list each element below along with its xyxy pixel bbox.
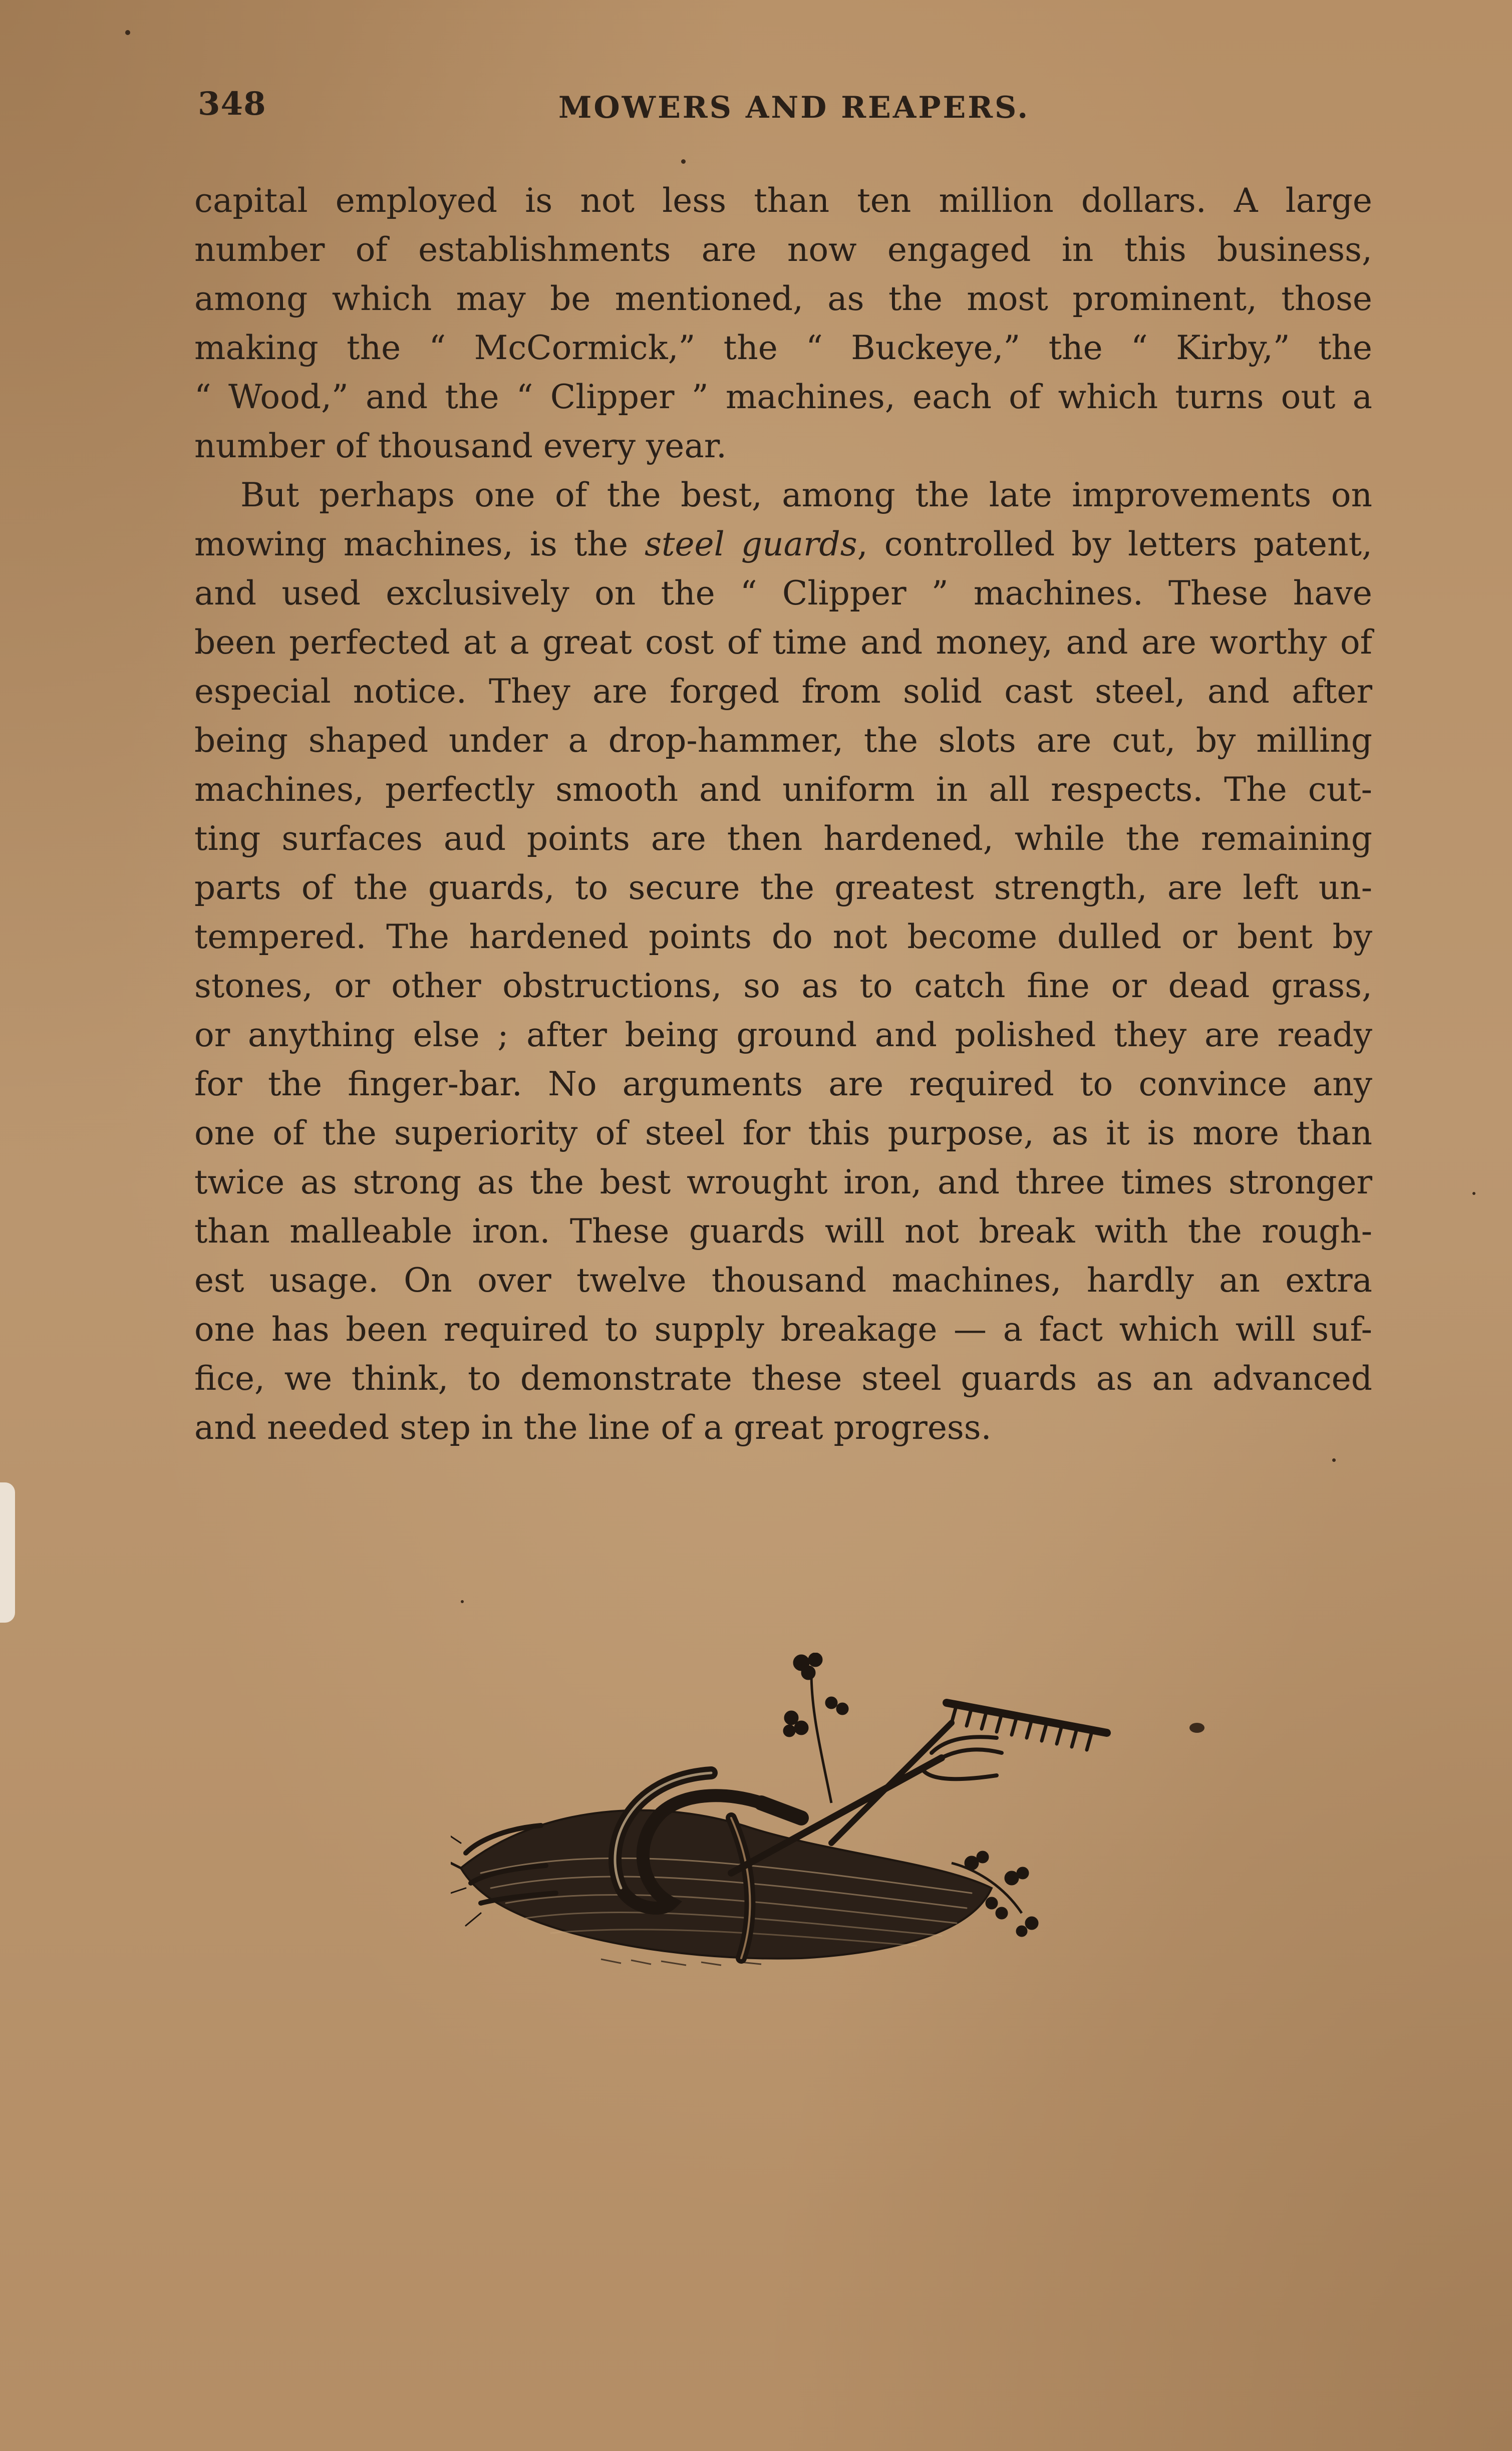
paper-speck — [681, 159, 686, 164]
text-line: parts of the guards, to secure the greatest strength, are left un- — [194, 868, 1372, 907]
text-fragment: , controlled by letters patent, — [857, 525, 1372, 563]
text-line: ting surfaces aud points are then hardened, while the remaining — [194, 819, 1372, 858]
text-line: tempered. The hardened points do not become dulled or bent by — [194, 917, 1372, 956]
paper-speck — [1189, 1723, 1204, 1733]
text-line: number of thousand every year. — [194, 427, 727, 465]
text-line: number of establishments are now engaged in this business, — [194, 230, 1372, 269]
text-line: making the “ McCormick,” the “ Buckeye,” the “ Kirby,” the — [194, 329, 1372, 367]
text-line: among which may be mentioned, as the most prominent, those — [194, 279, 1372, 318]
page-number: 348 — [198, 85, 266, 123]
text-line: But perhaps one of the best, among the late improvements on — [240, 476, 1372, 514]
rake-icon — [831, 1703, 1107, 1843]
harvest-vignette-illustration — [451, 1653, 1162, 1973]
text-fragment: mowing machines, is the — [194, 525, 645, 563]
text-line: “ Wood,” and the “ Clipper ” machines, each of which turns out a — [194, 378, 1372, 416]
paper-speck — [125, 30, 130, 35]
text-line: machines, perfectly smooth and uniform in all respects. The cut- — [194, 770, 1372, 809]
paper-speck — [1472, 1192, 1475, 1195]
text-line: or anything else ; after being ground and polished they are ready — [194, 1016, 1372, 1054]
running-head: MOWERS AND REAPERS. — [558, 90, 1030, 125]
text-line: one has been required to supply breakage — a fact which will suf- — [194, 1310, 1372, 1349]
text-line: and needed step in the line of a great progress. — [194, 1408, 992, 1447]
text-line: and used exclusively on the “ Clipper ” machines. These have — [194, 574, 1372, 612]
text-line: one of the superiority of steel for this purpose, as it is more than — [194, 1114, 1372, 1152]
text-line: capital employed is not less than ten million dollars. A large — [194, 181, 1372, 220]
text-line: especial notice. They are forged from solid cast steel, and after — [194, 672, 1372, 711]
text-line: fice, we think, to demonstrate these steel guards as an advanced — [194, 1359, 1372, 1398]
text-line: twice as strong as the best wrought iron, and three times stronger — [194, 1163, 1372, 1201]
page-edge-tear — [0, 1482, 15, 1623]
page-header — [198, 85, 1375, 135]
text-line: than malleable iron. These guards will not break with the rough- — [194, 1212, 1372, 1251]
paper-speck — [461, 1600, 464, 1603]
paper-speck — [1332, 1458, 1336, 1462]
wheat-sheaf-icon — [451, 1810, 992, 1959]
text-line: est usage. On over twelve thousand machines, hardly an extra — [194, 1261, 1372, 1300]
emphasis-steel-guards: steel guards — [645, 525, 857, 563]
text-line: been perfected at a great cost of time and money, and are worthy of — [194, 623, 1372, 662]
text-line: being shaped under a drop-hammer, the slots are cut, by milling — [194, 721, 1372, 760]
text-line: stones, or other obstructions, so as to catch fine or dead grass, — [194, 967, 1372, 1005]
body-text — [194, 176, 1372, 1452]
text-line-with-emphasis — [194, 520, 1372, 569]
text-line: for the finger-bar. No arguments are required to convince any — [194, 1065, 1372, 1103]
